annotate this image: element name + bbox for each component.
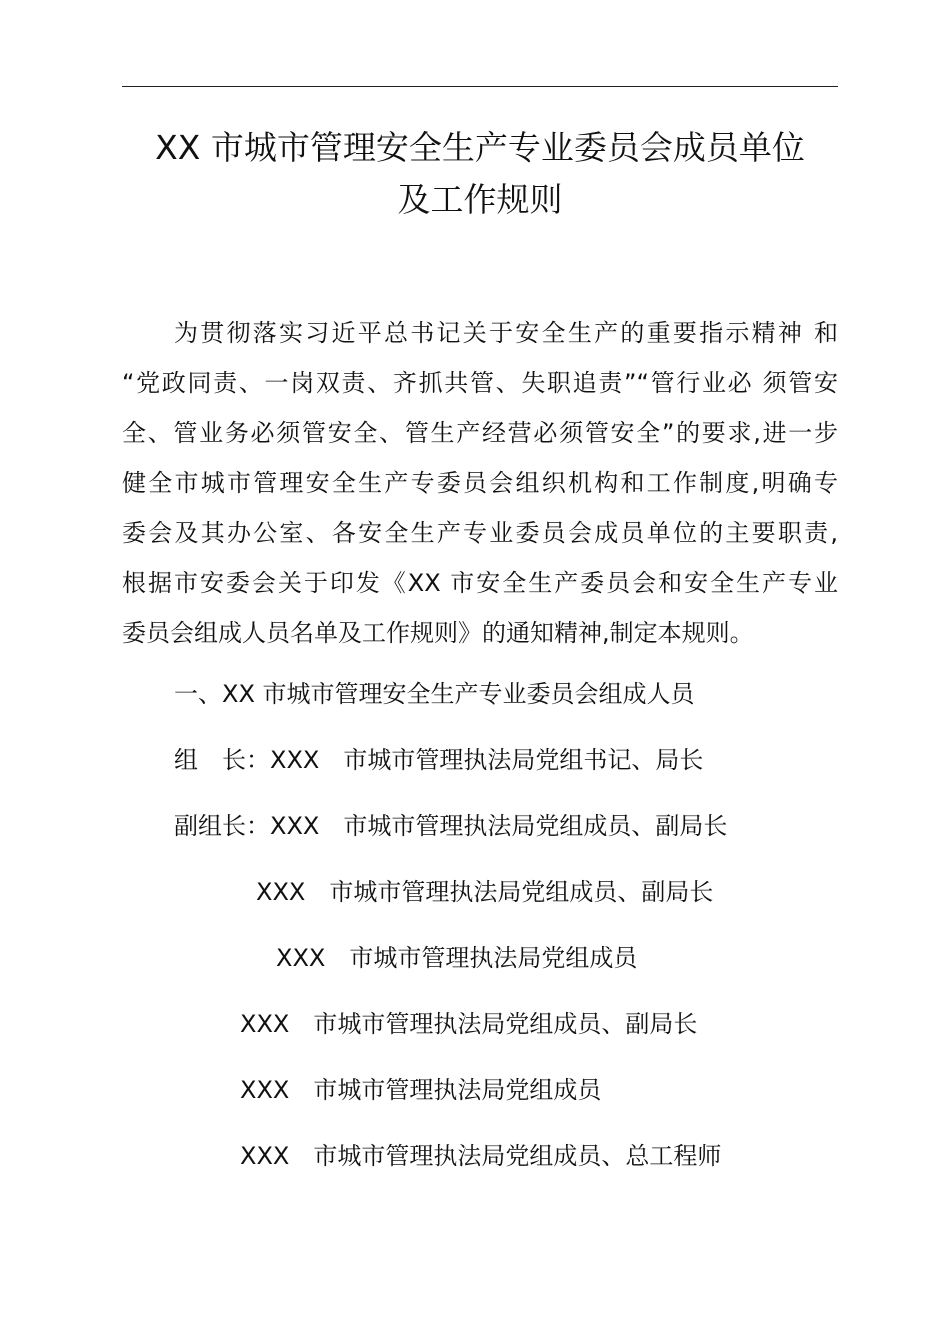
intro-line: 根据市安委会关于印发《XX 市安全生产委员会和安全生产专业: [122, 569, 838, 597]
member-row: [240, 1140, 721, 1172]
deputy-role: 副组长：: [174, 812, 270, 840]
member-position: 市城市管理执法局党组成员、副局长: [313, 1010, 698, 1038]
member-position: 市城市管理执法局党组成员: [313, 1076, 602, 1104]
document-title: [100, 122, 860, 226]
intro-line: “党政同责、一岗双责、齐抓共管、失职追责”“管行业必 须管安: [122, 369, 838, 397]
deputy-position: 市城市管理执法局党组成员、副局长: [329, 878, 714, 906]
intro-line: 全、管业务必须管安全、管生产经营必须管安全”的要求,进一步: [122, 419, 838, 447]
intro-line: 健全市城市管理安全生产专委员会组织机构和工作制度,明确专: [122, 469, 838, 497]
member-position: 市城市管理执法局党组成员、总工程师: [313, 1142, 722, 1170]
leader-position: 市城市管理执法局党组书记、局长: [343, 746, 704, 774]
header-rule: [122, 86, 838, 87]
deputy-position: 市城市管理执法局党组成员、副局长: [343, 812, 728, 840]
member-row: [240, 1074, 601, 1106]
intro-line: 为贯彻落实习近平总书记关于安全生产的重要指示精神 和: [174, 319, 838, 347]
section-heading: 一、XX 市城市管理安全生产专业委员会组成人员: [174, 680, 695, 708]
deputy-name: XXX: [270, 812, 320, 840]
intro-paragraph: [122, 308, 838, 658]
member-name: XXX: [240, 1010, 290, 1038]
deputy-row: [276, 942, 637, 974]
leader-row: [174, 744, 703, 776]
member-name: XXX: [240, 1142, 290, 1170]
title-line: 及工作规则: [397, 180, 563, 219]
deputy-position: 市城市管理执法局党组成员: [349, 944, 638, 972]
leader-role: 组 长：: [174, 746, 270, 774]
leader-name: XXX: [270, 746, 320, 774]
deputy-name: XXX: [256, 878, 306, 906]
intro-line: 委会及其办公室、各安全生产专业委员会成员单位的主要职责,: [122, 519, 838, 547]
deputy-name: XXX: [276, 944, 326, 972]
member-name: XXX: [240, 1076, 290, 1104]
deputy-row: [256, 876, 713, 908]
intro-line: 委员会组成人员名单及工作规则》的通知精神,制定本规则。: [122, 619, 754, 647]
member-row: [240, 1008, 697, 1040]
deputy-row: [174, 810, 727, 842]
title-line: XX 市城市管理安全生产专业委员会成员单位: [155, 128, 805, 167]
